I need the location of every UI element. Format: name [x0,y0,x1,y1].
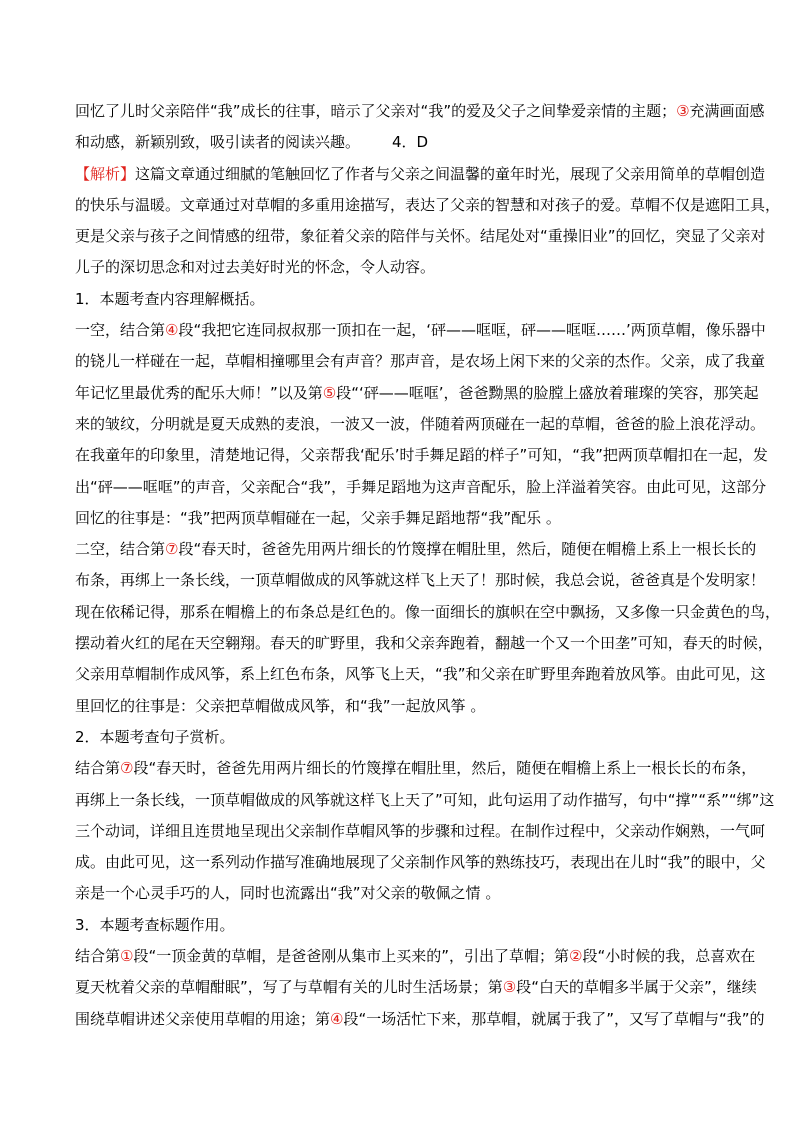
section-heading: 1．本题考查内容理解概括。 [75,289,265,308]
text-line: 年记忆里最优秀的配乐大师！”以及第⑤段“‘砰——哐哐’，爸爸黝黑的脸膛上盛放着璀璨的笑容，那笑起 [75,383,759,402]
text-line: 父亲用草帽制作成风筝，系上红色布条，风筝飞上天，“我”和父亲在旷野里奔跑着放风筝。由此可见，这 [75,665,766,684]
text-line: 出“砰——哐哐”的声音，父亲配合“我”，手舞足蹈地为这声音配乐，脸上洋溢着笑容。由此可见，这部分 [75,477,767,496]
text-line: 来的皱纹，分明就是夏天成熟的麦浪，一波又一波，伴随着两顶碰在一起的草帽，爸爸的脸上浪花浮动。 [75,414,766,433]
circled-number: ③ [502,978,517,997]
text-line: 布条，再绑上一条长线，一顶草帽做成的风筝就这样飞上天了！那时候，我总会说，爸爸真是个发明家！ [75,571,766,590]
text-line: 摆动着火红的尾在天空翱翔。春天的旷野里，我和父亲奔跑着，翻越一个又一个田垄”可知，春天的时候， [75,634,773,653]
text-line: 里回忆的往事是：父亲把草帽做成风筝，和“我”一起放风筝 。 [75,696,486,715]
text-line: 的快乐与温暖。文章通过对草帽的多重用途描写，表达了父亲的智慧和对孩子的爱。草帽不仅是遮阳工具， [75,195,781,214]
section-heading: 3．本题考查标题作用。 [75,915,235,934]
text-line: 【解析】这篇文章通过细腻的笔触回忆了作者与父亲之间温馨的童年时光，展现了父亲用简单的草帽创造 [75,164,766,183]
text-line: 现在依稀记得，那系在帽檐上的布条总是红色的。像一面细长的旗帜在空中飘扬，又多像一只金黄色的鸟， [75,602,781,621]
circled-number: ⑤ [322,383,337,402]
circled-number: ④ [165,321,179,340]
analysis-label: 【解析】 [75,164,136,183]
answer-label: 4．D [392,133,429,152]
text-line: 围绕草帽讲述父亲使用草帽的用途；第④段“一场活忙下来，那草帽，就属于我了”，又写了草帽与“我”的 [75,1009,765,1028]
text-line: 夏天枕着父亲的草帽酣眠”，写了与草帽有关的儿时生活场景；第③段“白天的草帽多半属于父亲”，继续 [75,978,757,997]
circled-number: ④ [330,1009,344,1028]
text-line: 成。由此可见，这一系列动作描写准确地展现了父亲制作风筝的熟练技巧，表现出在儿时“我”的眼中，父 [75,853,766,872]
circled-number: ③ [676,102,690,120]
circled-number: ⑦ [120,759,134,778]
text-line: 二空，结合第⑦段“春天时，爸爸先用两片细长的竹篾撑在帽肚里，然后，随便在帽檐上系上一根长长的 [75,540,757,559]
text-line: 和动感，新颖别致，吸引读者的阅读兴趣。 4．D [75,133,429,152]
text-line: 再绑上一条长线，一顶草帽做成的风筝就这样飞上天了”可知，此句运用了动作描写，句中“撑”“系”“绑”这 [75,790,775,809]
text-line: 更是父亲与孩子之间情感的纽带，象征着父亲的陪伴与关怀。结尾处对“重操旧业”的回忆，突显了父亲对 [75,227,766,246]
text-line: 亲是一个心灵手巧的人，同时也流露出“我”对父亲的敬佩之情 。 [75,884,501,903]
text-line: 三个动词，详细且连贯地呈现出父亲制作草帽风筝的步骤和过程。在制作过程中，父亲动作娴熟，一气呵 [75,821,766,840]
circled-number: ② [569,947,583,966]
text-line: 回忆的往事是：“我”把两顶草帽碰在一起，父亲手舞足蹈地帮“我”配乐 。 [75,508,561,527]
text-line: 结合第①段“一顶金黄的草帽，是爸爸刚从集市上买来的”，引出了草帽；第②段“小时候的我，总喜欢在 [75,947,756,966]
text-line: 结合第⑦段“春天时，爸爸先用两片细长的竹篾撑在帽肚里，然后，随便在帽檐上系上一根长长的布条， [75,759,757,778]
text-line: 一空，结合第④段“我把它连同叔叔那一顶扣在一起，‘砰——哐哐，砰——哐哐……’两顶草帽，像乐器中 [75,321,766,340]
text-line: 的铙儿一样碰在一起，草帽相撞哪里会有声音？那声音，是农场上闲下来的父亲的杰作。父亲，成了我童 [75,352,766,371]
text-line: 回忆了儿时父亲陪伴“我”成长的往事，暗示了父亲对“我”的爱及父子之间挚爱亲情的主题；③充满画面感 [75,102,765,120]
document-page [75,96,781,1035]
circled-number: ⑦ [165,540,179,559]
text-line: 儿子的深切思念和对过去美好时光的怀念，令人动容。 [75,258,436,277]
section-heading: 2．本题考查句子赏析。 [75,727,235,746]
text-line: 在我童年的印象里，清楚地记得，父亲帮我‘配乐’时手舞足蹈的样子”可知，“我”把两顶草帽扣在一起，发 [75,446,768,465]
circled-number: ① [120,947,134,966]
